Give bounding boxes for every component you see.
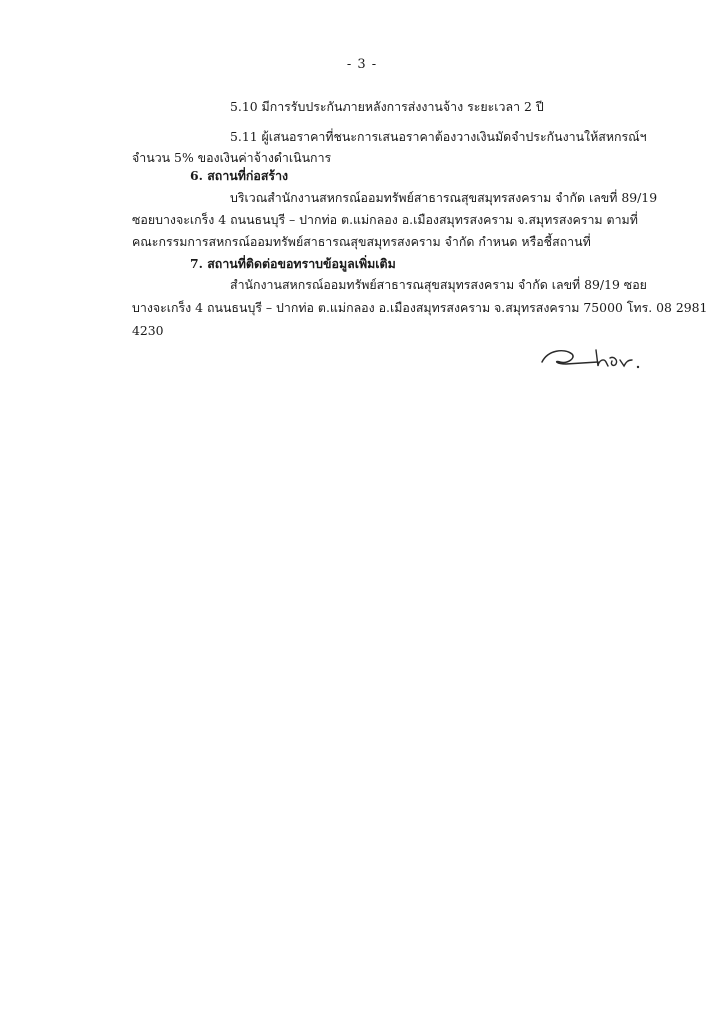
section-7-line2: บางจะเกร็ง 4 ถนนธนบุรี – ปากท่อ ต.แม่กลอง อ.เมืองสมุทรสงคราม จ.สมุทรสงคราม 75000 โทร. 08 2981: [132, 300, 708, 315]
section-6-line2: ซอยบางจะเกร็ง 4 ถนนธนบุรี – ปากท่อ ต.แม่กลอง อ.เมืองสมุทรสงคราม จ.สมุทรสงคราม ตามที่: [132, 212, 638, 227]
section-6-heading: 6. สถานที่ก่อสร้าง: [190, 168, 289, 183]
section-7-heading: 7. สถานที่ติดต่อขอทราบข้อมูลเพิ่มเติม: [190, 256, 396, 271]
handwritten-signature: [538, 340, 648, 380]
section-7-line1: สำนักงานสหกรณ์ออมทรัพย์สาธารณสุขสมุทรสงคราม จำกัด เลขที่ 89/19 ซอย: [230, 277, 647, 292]
section-6-line3: คณะกรรมการสหกรณ์ออมทรัพย์สาธารณสุขสมุทรสงคราม จำกัด กำหนด หรือชี้สถานที่: [132, 234, 591, 249]
item-5-11-line2: จำนวน 5% ของเงินค่าจ้างดำเนินการ: [132, 150, 332, 165]
section-7-line3: 4230: [132, 323, 164, 338]
item-5-10: 5.10 มีการรับประกันภายหลังการส่งงานจ้าง ระยะเวลา 2 ปี: [230, 99, 544, 114]
section-6-line1: บริเวณสำนักงานสหกรณ์ออมทรัพย์สาธารณสุขสมุทรสงคราม จำกัด เลขที่ 89/19: [230, 190, 658, 205]
page-number: - 3 -: [346, 57, 378, 72]
item-5-11-line1: 5.11 ผู้เสนอราคาที่ชนะการเสนอราคาต้องวางเงินมัดจำประกันงานให้สหกรณ์ฯ: [230, 129, 647, 144]
